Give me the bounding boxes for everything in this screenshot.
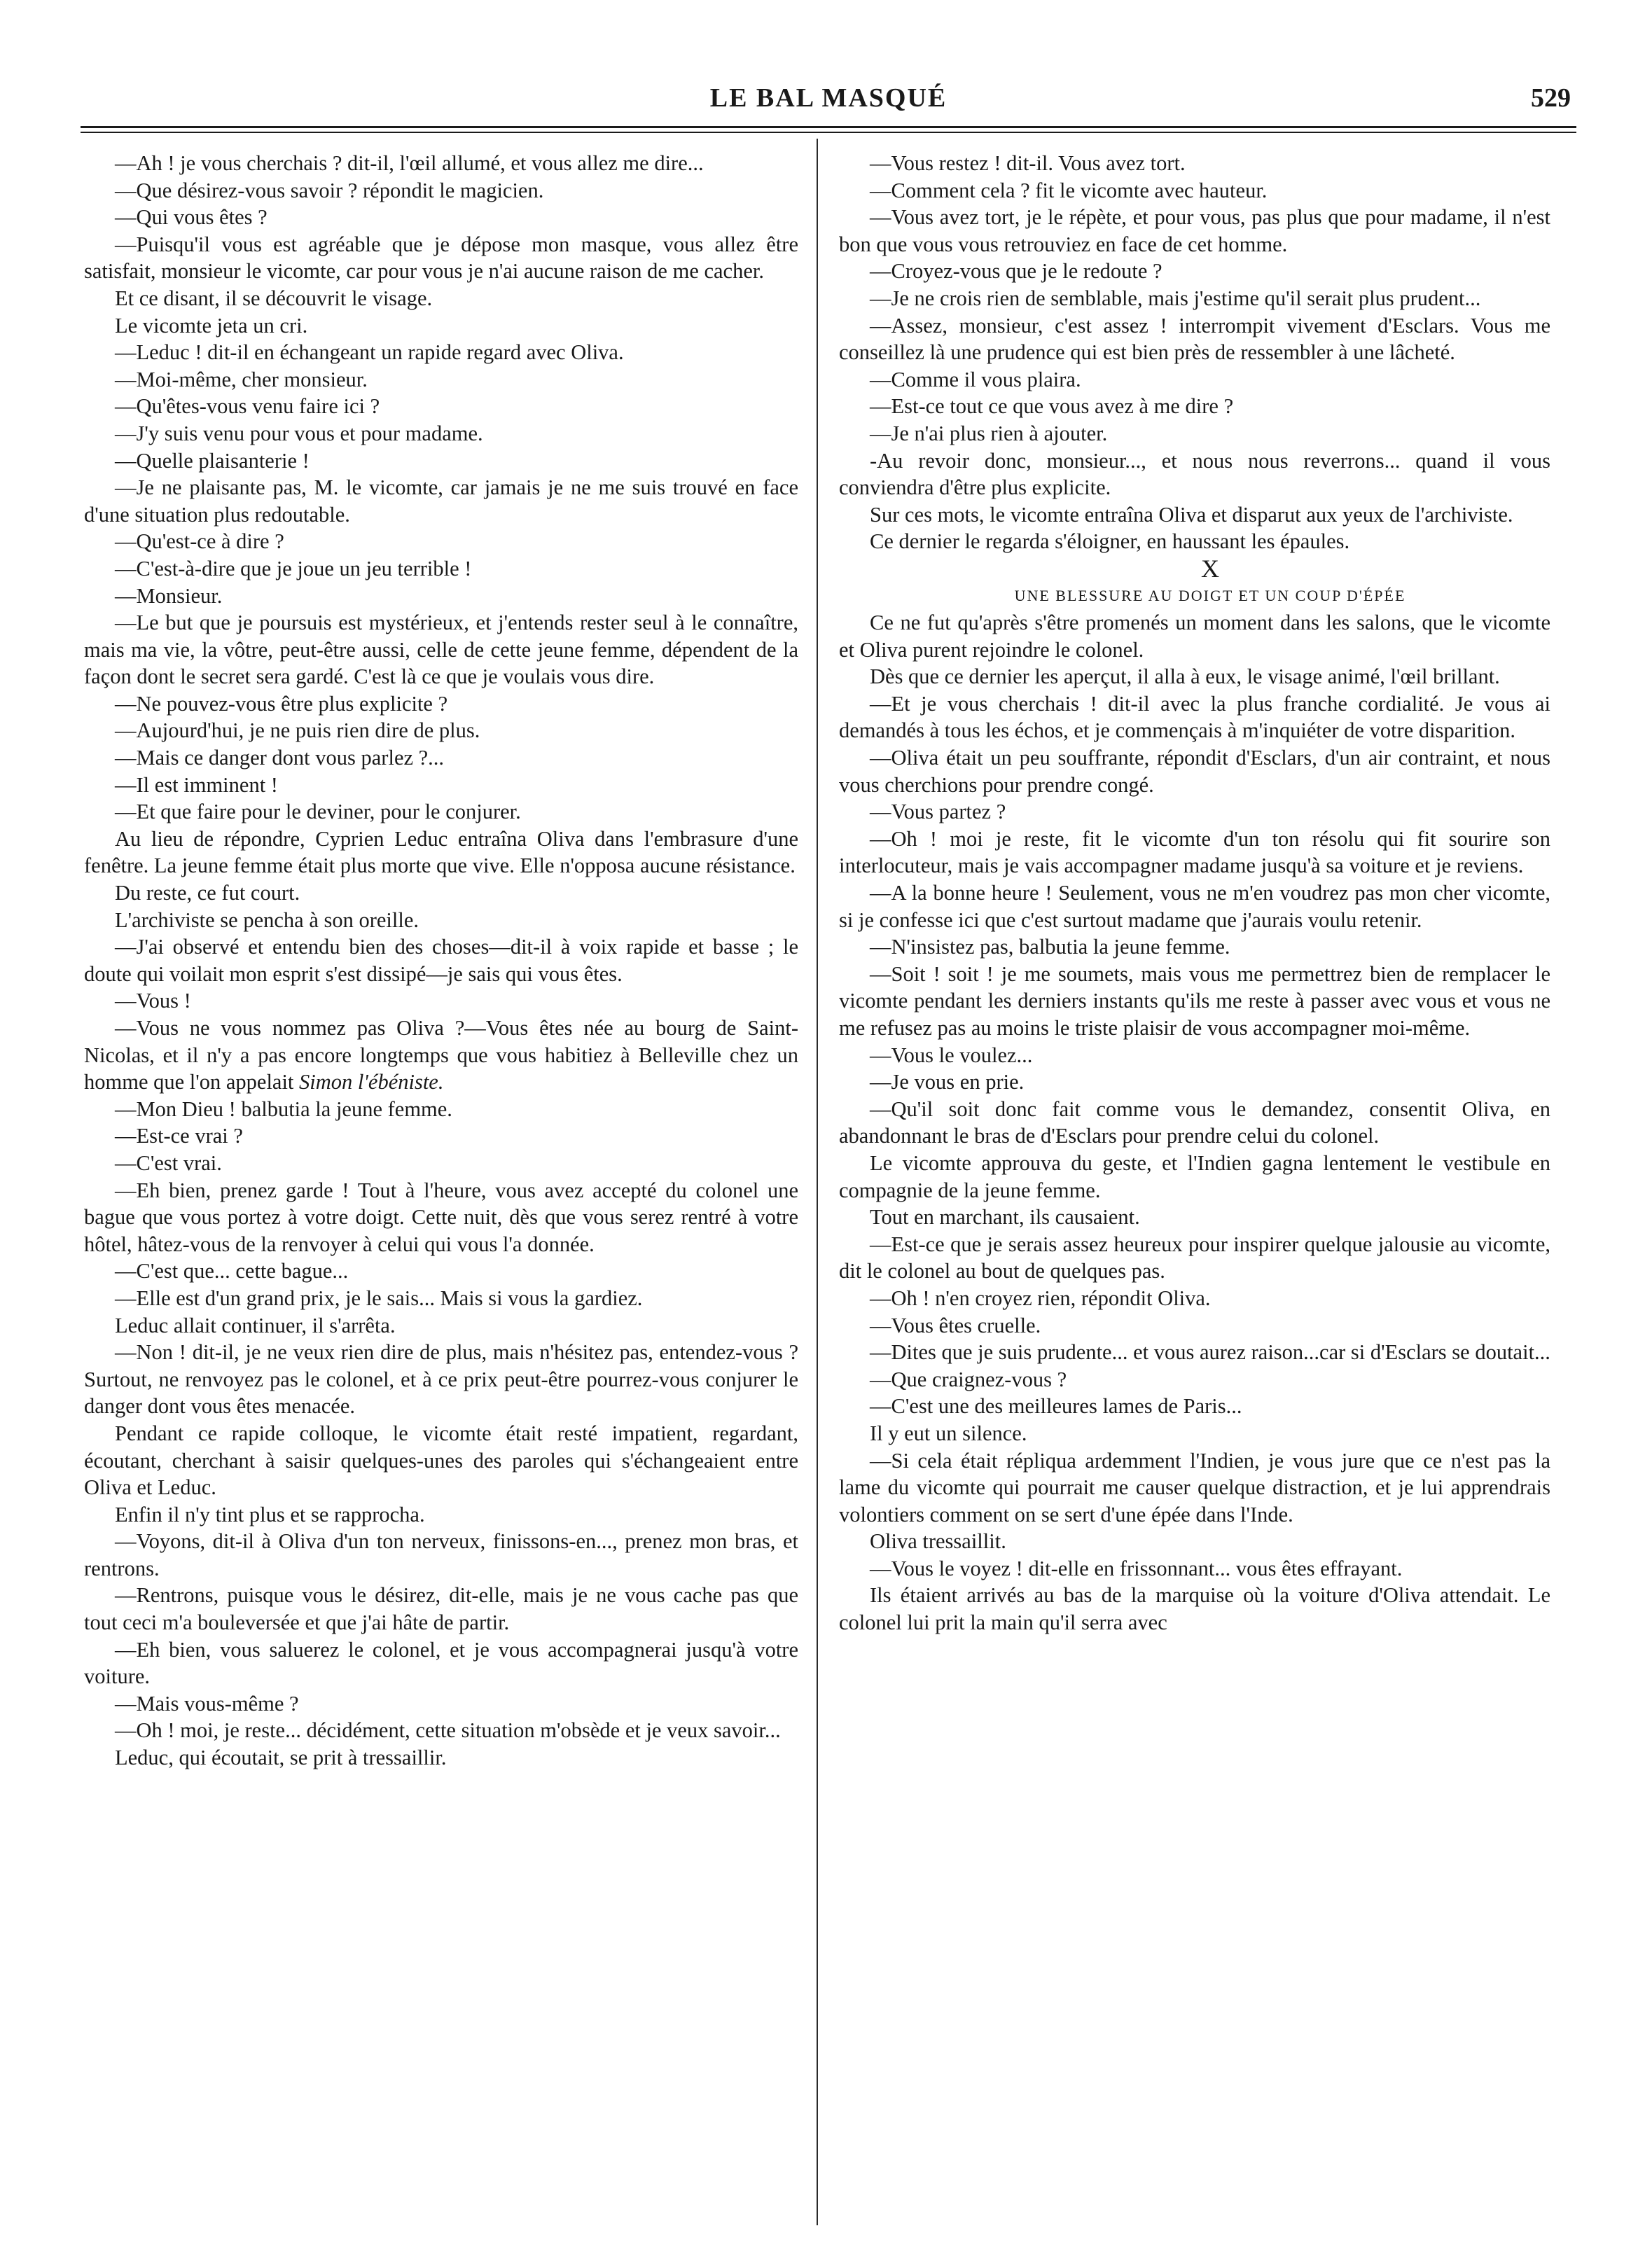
paragraph: Enfin il n'y tint plus et se rapprocha. (115, 1502, 425, 1526)
chapter-title: UNE BLESSURE AU DOIGT ET UN COUP D'ÉPÉE (1014, 586, 1406, 604)
right-column (839, 150, 1550, 1636)
paragraph: —Je n'ai plus rien à ajouter. (870, 421, 1108, 445)
paragraph: —Comment cela ? fit le vicomte avec hauteur. (870, 178, 1268, 202)
paragraph: —Le but que je poursuis est mystérieux, et j'entends rester seul à le connaître, mais ma vie, la vôtre, peut-être aussi, celle de cette jeune femme, dépendent de la façon dont le secret sera gardé. C'est là ce que je voulais vous dire. (84, 611, 798, 689)
paragraph: —Elle est d'un grand prix, je le sais... Mais si vous la gardiez. (115, 1286, 643, 1310)
paragraph: —Vous restez ! dit-il. Vous avez tort. (870, 151, 1186, 175)
paragraph: —Je ne crois rien de semblable, mais j'estime qu'il serait plus prudent... (870, 286, 1481, 310)
paragraph: —Non ! dit-il, je ne veux rien dire de plus, mais n'hésitez pas, entendez-vous ? Surtout, ne renvoyez pas le colonel, et à ce prix peut-être pourrez-vous conjurer le danger dont vous êtes menacée. (84, 1340, 798, 1419)
paragraph: —Oh ! n'en croyez rien, répondit Oliva. (870, 1286, 1211, 1310)
paragraph: —Voyons, dit-il à Oliva d'un ton nerveux, finissons-en..., prenez mon bras, et rentrons. (84, 1529, 798, 1580)
paragraph: —Il est imminent ! (115, 772, 278, 797)
paragraph: Ils étaient arrivés au bas de la marquise où la voiture d'Oliva attendait. Le colonel lui prit la main qu'il serra avec (839, 1583, 1550, 1635)
paragraph: —A la bonne heure ! Seulement, vous ne m'en voudrez pas mon cher vicomte, si je confesse ici que c'est surtout madame que j'aurais voulu retenir. (839, 881, 1550, 932)
paragraph: —C'est une des meilleures lames de Paris... (870, 1394, 1242, 1419)
paragraph: —Quelle plaisanterie ! (115, 448, 310, 473)
paragraph: —Vous le voulez... (870, 1043, 1033, 1067)
paragraph (84, 1015, 798, 1096)
paragraph: —Assez, monsieur, c'est assez ! interrompit vivement d'Esclars. Vous me conseillez là une prudence qui est bien près de ressembler à une lâcheté. (839, 313, 1550, 365)
paragraph: —Qu'êtes-vous venu faire ici ? (115, 394, 380, 419)
paragraph: Le vicomte approuva du geste, et l'Indien gagna lentement le vestibule en compagnie de la jeune femme. (839, 1150, 1550, 1202)
paragraph: Il y eut un silence. (870, 1421, 1027, 1445)
paragraph: —Vous êtes cruelle. (870, 1313, 1041, 1337)
paragraph: —C'est que... cette bague... (115, 1259, 349, 1283)
paragraph: —Qu'est-ce à dire ? (115, 529, 284, 554)
paragraph: —Oh ! moi je reste, fit le vicomte d'un ton résolu qui fit sourire son interlocuteur, mais je vais accompagner madame jusqu'à sa voiture et je reviens. (839, 826, 1550, 878)
paragraph: —Aujourd'hui, je ne puis rien dire de plus. (115, 718, 480, 743)
paragraph: —Si cela était répliqua ardemment l'Indien, je vous jure que ce n'est pas la lame du vicomte qui pourrait me causer quelque distraction, et je lui apprendrais volontiers comment on se sert d'une épée dans l'Inde. (839, 1448, 1550, 1526)
header-rule-thin (81, 132, 1576, 133)
paragraph: —Je ne plaisante pas, M. le vicomte, car jamais je ne me suis trouvé en face d'une situation plus redoutable. (84, 475, 798, 527)
paragraph: —Oh ! moi, je reste... décidément, cette situation m'obsède et je veux savoir... (115, 1718, 781, 1743)
paragraph: —Soit ! soit ! je me soumets, mais vous me permettrez bien de remplacer le vicomte pendant les derniers instants qu'ils me reste à passer avec vous et vous ne me refusez pas au moins le triste plaisir de vous accompagner moi-même. (839, 961, 1550, 1040)
header-rule (81, 126, 1576, 128)
page-number: 529 (1531, 83, 1571, 113)
italic-name: Simon l'ébéniste. (299, 1070, 444, 1094)
paragraph: L'archiviste se pencha à son oreille. (115, 907, 419, 932)
paragraph: —Que désirez-vous savoir ? répondit le magicien. (115, 178, 544, 202)
paragraph: —Et je vous cherchais ! dit-il avec la plus franche cordialité. Je vous ai demandés à tous les échos, et je commençais à m'inquiéter de votre disparition. (839, 691, 1550, 743)
paragraph: —Vous partez ? (870, 800, 1006, 824)
paragraph: —J'y suis venu pour vous et pour madame. (115, 421, 483, 445)
paragraph: Sur ces mots, le vicomte entraîna Oliva et disparut aux yeux de l'archiviste. (870, 502, 1513, 527)
column-divider (817, 139, 818, 2225)
paragraph: —Vous avez tort, je le répète, et pour vous, pas plus que pour madame, il n'est bon que vous vous retrouviez en face de cet homme. (839, 205, 1550, 256)
paragraph: Tout en marchant, ils causaient. (870, 1205, 1140, 1230)
paragraph: —Puisqu'il vous est agréable que je dépose mon masque, vous allez être satisfait, monsieur le vicomte, car pour vous je n'ai aucune raison de me cacher. (84, 232, 798, 284)
paragraph: Du reste, ce fut court. (115, 881, 300, 905)
paragraph: Ce dernier le regarda s'éloigner, en haussant les épaules. (870, 529, 1350, 554)
paragraph: —Mon Dieu ! balbutia la jeune femme. (115, 1097, 452, 1121)
paragraph: —Vous ! (115, 989, 191, 1013)
paragraph: —N'insistez pas, balbutia la jeune femme. (870, 935, 1230, 959)
paragraph: —Est-ce que je serais assez heureux pour inspirer quelque jalousie au vicomte, dit le colonel au bout de quelques pas. (839, 1232, 1550, 1283)
paragraph: —Monsieur. (115, 583, 223, 608)
paragraph: —Dites que je suis prudente... et vous aurez raison...car si d'Esclars se doutait... (870, 1340, 1550, 1365)
paragraph: —Ah ! je vous cherchais ? dit-il, l'œil allumé, et vous allez me dire... (115, 151, 704, 175)
paragraph: —Oliva était un peu souffrante, répondit d'Esclars, d'un air contraint, et nous vous cherchions pour prendre congé. (839, 746, 1550, 797)
paragraph: —Ne pouvez-vous être plus explicite ? (115, 691, 448, 716)
paragraph: —C'est-à-dire que je joue un jeu terrible ! (115, 556, 472, 580)
paragraph: —Eh bien, prenez garde ! Tout à l'heure, vous avez accepté du colonel une bague que vous portez à votre doigt. Cette nuit, dès que vous serez rentré à votre hôtel, hâtez-vous de la renvoyer à celui qui vous l'a donnée. (84, 1178, 798, 1256)
paragraph-text: —Vous ne vous nommez pas Oliva ?—Vous êtes née au bourg de Saint-Nicolas, et il n'y a pas encore longtemps que vous habitiez à Belleville chez un homme que l'on appelait (84, 1016, 798, 1094)
paragraph: Ce ne fut qu'après s'être promenés un moment dans les salons, que le vicomte et Oliva purent rejoindre le colonel. (839, 611, 1550, 662)
paragraph: —C'est vrai. (115, 1150, 222, 1175)
paragraph: Au lieu de répondre, Cyprien Leduc entraîna Oliva dans l'embrasure d'une fenêtre. La jeune femme était plus morte que vive. Elle n'opposa aucune résistance. (84, 826, 798, 878)
paragraph: —Est-ce tout ce que vous avez à me dire ? (870, 394, 1234, 419)
paragraph: -Au revoir donc, monsieur..., et nous nous reverrons... quand il vous conviendra d'être plus explicite. (839, 448, 1550, 500)
paragraph: —Vous le voyez ! dit-elle en frissonnant... vous êtes effrayant. (870, 1556, 1403, 1580)
paragraph: —Eh bien, vous saluerez le colonel, et je vous accompagnerai jusqu'à votre voiture. (84, 1637, 798, 1689)
paragraph: Et ce disant, il se découvrit le visage. (115, 286, 433, 310)
paragraph: Pendant ce rapide colloque, le vicomte était resté impatient, regardant, écoutant, cherchant à saisir quelques-unes des paroles qui s'échangeaient entre Oliva et Leduc. (84, 1421, 798, 1500)
paragraph: —Croyez-vous que je le redoute ? (870, 259, 1162, 284)
paragraph: —Leduc ! dit-il en échangeant un rapide regard avec Oliva. (115, 340, 624, 365)
paragraph: —Mais vous-même ? (115, 1691, 299, 1716)
running-title: LE BAL MASQUÉ (709, 83, 948, 113)
paragraph: Oliva tressaillit. (870, 1529, 1006, 1554)
paragraph: —Qu'il soit donc fait comme vous le demandez, consentit Oliva, en abandonnant le bras de d'Esclars pour prendre celui du colonel. (839, 1097, 1550, 1148)
paragraph: Dès que ce dernier les aperçut, il alla à eux, le visage animé, l'œil brillant. (870, 665, 1500, 689)
paragraph: —Et que faire pour le deviner, pour le conjurer. (115, 800, 521, 824)
left-column (84, 150, 798, 1772)
page-header (81, 73, 1576, 132)
paragraph: —Je vous en prie. (870, 1070, 1025, 1094)
paragraph: —Qui vous êtes ? (115, 205, 268, 230)
paragraph: —Mais ce danger dont vous parlez ?... (115, 746, 445, 770)
paragraph: —Comme il vous plaira. (870, 367, 1081, 391)
paragraph: —Est-ce vrai ? (115, 1124, 243, 1148)
paragraph: —J'ai observé et entendu bien des choses—dit-il à voix rapide et basse ; le doute qui voilait mon esprit s'est dissipé—je sais qui vous êtes. (84, 935, 798, 986)
paragraph: Leduc, qui écoutait, se prit à tressaillir. (115, 1746, 447, 1770)
paragraph: —Rentrons, puisque vous le désirez, dit-elle, mais je ne vous cache pas que tout ceci m'a bouleversée et que j'ai hâte de partir. (84, 1583, 798, 1635)
paragraph: —Moi-même, cher monsieur. (115, 367, 368, 391)
chapter-number: X (1201, 554, 1219, 583)
paragraph: —Que craignez-vous ? (870, 1367, 1067, 1391)
paragraph: Leduc allait continuer, il s'arrêta. (115, 1313, 396, 1337)
paragraph: Le vicomte jeta un cri. (115, 313, 308, 338)
